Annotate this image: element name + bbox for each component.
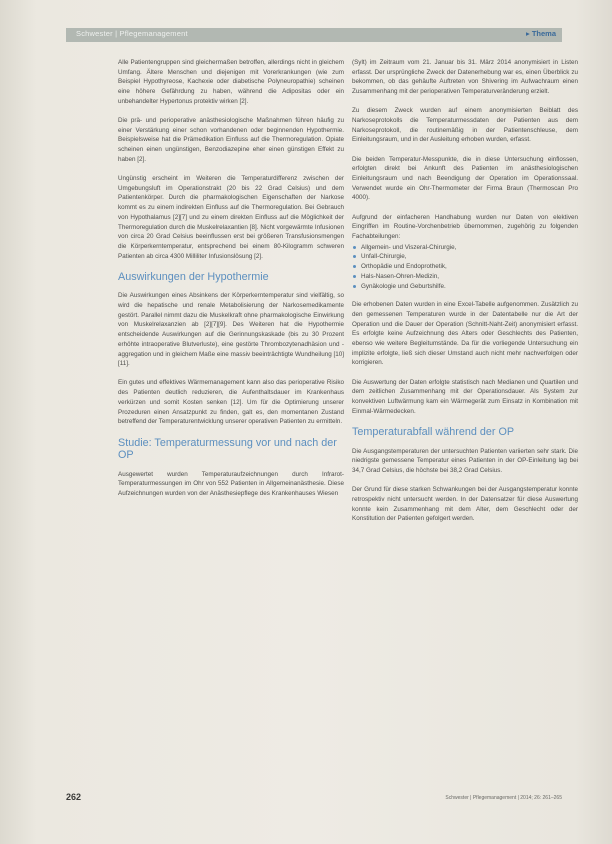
paragraph: Die beiden Temperatur-Messpunkte, die in diese Untersuchung einflossen, erfolgten direkt bei Ankunft des Patienten im anästhesiologischen Einleitungsraum und nach Beendigung der Operation im Operationssaal. Verwendet wurde ein Ohr-Thermometer der Firma Braun (Thermoscan Pro 4000). <box>352 155 578 202</box>
paragraph: Der Grund für diese starken Schwankungen bei der Ausgangstemperatur konnte retrospektiv nicht untersucht werden. In der Datensatzer für diese Auswertung konnte kein Zusammenhang mit dem Alter, dem Geschlecht oder der Konstitution der Patienten gefolgert werden. <box>352 486 578 523</box>
paragraph: Zu diesem Zweck wurden auf einem anonymisierten Beiblatt des Narkoseprotokolls die Temperaturmessdaten der Patienten aus dem Narkoseprotokoll, die routinemäßig in der Patientenschleuse, dem Einleitungsraum, und in der Ausleitung erhoben wurden, erfasst. <box>352 107 578 144</box>
header-topic-text: Thema <box>531 29 556 38</box>
paragraph: Alle Patientengruppen sind gleichermaßen betroffen, allerdings nicht in gleichem Umfang. Ältere Menschen und diejenigen mit Vorerkrankungen (wie zum Beispiel Hypothyreose, Kachexie oder diabetische Polyneuropathie) scheinen eine höhere Gefährdung zu haben, während die Adipositas oder ein unbehandelter Hypertonus protektiv wirken [2]. <box>118 59 344 105</box>
left-column <box>118 58 344 508</box>
bullet-icon <box>353 246 356 249</box>
paragraph: Die erhobenen Daten wurden in eine Excel-Tabelle aufgenommen. Zusätzlich zu den gemessenen Temperaturen wurde in der Datentabelle nur die Art der Operation und die Dauer der Operation (Schnitt-Naht-Zeit) anonymisiert erfasst. Es erfolgte keine Aufzeichnung des Alters oder Geschlechts des Patienten, ebenso wie weitere Begleitumstände. Da für die vorliegende Untersuchung ein implizite erfolgte, ließ sich dieser Umstand auch nicht mehr nachverfolgen oder korrigieren. <box>352 301 578 367</box>
arrow-right-icon: ▸ <box>526 29 530 38</box>
paragraph: (Sylt) im Zeitraum vom 21. Januar bis 31. März 2014 anonymisiert in Listen erfasst. Der ursprüngliche Zweck der Datenerhebung war es, einen Überblick zu bekommen, ob das gehäufte Auftreten von Shivering im Aufwachraum einen Zusammenhang mit der perioperativen Temperaturveränderung erzielt. <box>352 59 578 96</box>
bullet-icon <box>353 285 356 288</box>
bullet-icon <box>353 275 356 278</box>
paragraph: Die Auswertung der Daten erfolgte statistisch nach Medianen und Quartilen und dem zeitlichen Zusammenhang mit der Operationsdauer. Als System zur konvektiven Luftwärmung kam ein Wärmegerät zum Einsatz in Kombination mit Einmal-Wärmedecken. <box>352 378 578 415</box>
header-topic-label <box>526 29 556 38</box>
page-number: 262 <box>66 792 82 802</box>
paragraph: Aufgrund der einfacheren Handhabung wurden nur Daten von elektiven Eingriffen im Routine-Vorchenbetrieb übernommen, zugehörig zu folgenden Fachabteilungen: <box>352 213 578 241</box>
section-heading: Studie: Temperaturmessung vor und nach der OP <box>118 436 337 461</box>
list-item: Unfall-Chirurgie, <box>352 252 578 262</box>
list-item: Hals-Nasen-Ohren-Medizin, <box>352 272 578 282</box>
paragraph: Ausgewertet wurden Temperaturaufzeichnungen durch Infrarot-Temperaturmessungen im Ohr von 552 Patienten in Allgemeinanästhesie. Diese Aufzeichnungen wurden von der Anästhesiepflege des Krankenhauses Wiesen <box>118 470 344 497</box>
bullet-icon <box>353 255 356 258</box>
bullet-icon <box>353 265 356 268</box>
list-item: Orthopädie und Endoprothetik, <box>352 262 578 272</box>
paragraph: Ein gutes und effektives Wärmemanagement kann also das perioperative Risiko des Patienten deutlich reduzieren, die Aufenthaltsdauer im Krankenhaus verkürzen und somit Kosten senken [12]. Um für die Optimierung unserer Prozeduren einen Ansatzpunkt zu finden, galt es, den momentanen Zustand betreffend der Temperaturentwicklung unserer operativen Patienten zu ermitteln. <box>118 379 344 426</box>
section-heading: Temperaturabfall während der OP <box>352 426 515 438</box>
section-heading: Auswirkungen der Hypothermie <box>118 270 269 283</box>
journal-citation: Schwester | Pflegemanagement | 2014; 26: 261–265 <box>445 795 562 801</box>
right-column <box>352 58 578 533</box>
paragraph: Ungünstig erscheint im Weiteren die Temperaturdifferenz zwischen der Umgebungsluft im Operationstrakt (20 bis 22 Grad Celsius) und dem Patientenkörper. Durch die pharmakologischen Eigenschaften der Narkose kommt es zu einem indirekten Einfluss auf die Thermoregulation. Bei Gebrauch von Hypothalamus [2][7] und zu einem direkten Einfluss auf die Möglichkeit der Thermoregulation durch die Muskelrelaxantien [8]. Nicht vorgewärmte Infusionen von circa 20 Grad Celsius beeinflussen erst bei größeren Transfusionsmengen die Körperkerntemperatur, entsprechend bei einem 80-Kilogramm schweren Patienten ab circa 4300 Milliliter Infusionslösung [2]. <box>118 175 344 260</box>
list-item: Gynäkologie und Geburtshilfe. <box>352 282 578 292</box>
header-bar <box>66 28 562 42</box>
department-list <box>352 243 578 292</box>
header-section-label: Schwester | Pflegemanagement <box>76 29 188 38</box>
paragraph: Die Ausgangstemperaturen der untersuchten Patienten variierten sehr stark. Die niedrigste gemessene Temperatur eines Patienten in der OP-Einleitung lag bei 34,7 Grad Celsius, die höchste bei 38,2 Grad Celsius. <box>352 447 578 474</box>
paragraph: Die Auswirkungen eines Absinkens der Körperkerntemperatur sind vielfältig, so wird die hepatische und renale Metabolisierung der Narkosemedikamente gestört. Parallel nimmt dazu die Muskelkraft ohne pharmakologische Einwirkung von Muskelrelaxanzien ab [2][7][9]. Des Weiteren hat die Hypothermie entscheidende Auswirkungen auf die Gerinnungskaskade (bis zu 30 Prozent erhöhte intraoperative Blutverluste), eine gestörte Thrombozytenadhäsion und -aggregation und in gleichem Maße eine massiv beeinträchtigte Wundheilung [10][11]. <box>118 292 344 368</box>
paragraph: Die prä- und perioperative anästhesiologische Maßnahmen führen häufig zu einer Verstärkung einer schon vorhandenen oder beginnenden Hypothermie. Beispielsweise hat die Prämedikation Einfluss auf die Thermoregulation. Opiate scheinen einen ungünstigen, Benzodiazepine eher einen günstigen Effekt zu haben [2]. <box>118 117 344 163</box>
list-item: Allgemein- und Viszeral-Chirurgie, <box>352 243 578 253</box>
